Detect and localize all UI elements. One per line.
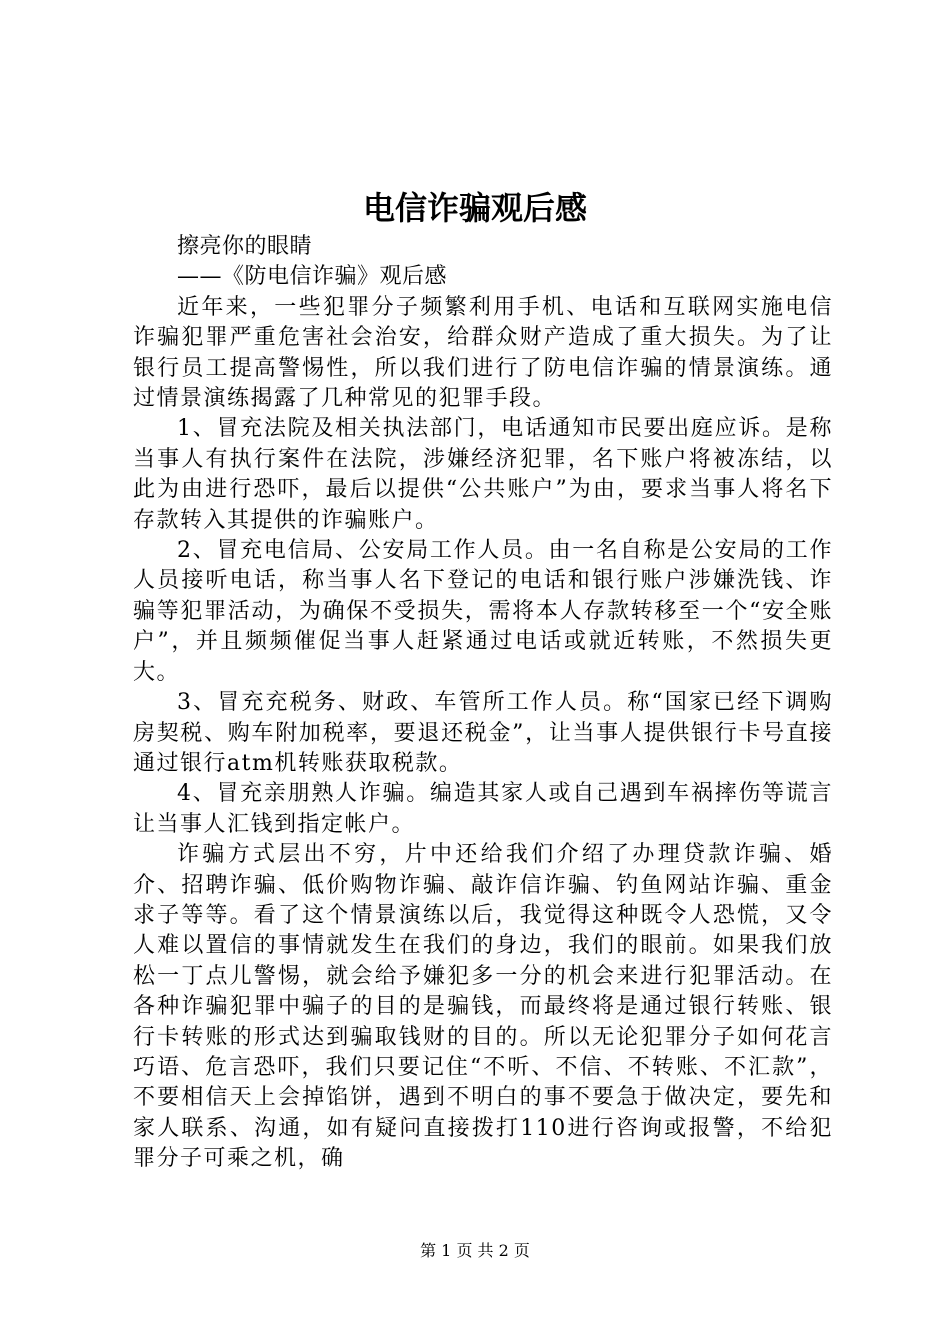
paragraph-item-2: 2、冒充电信局、公安局工作人员。由一名自称是公安局的工作人员接听电话，称当事人名下登记的电话和银行账户涉嫌洗钱、诈骗等犯罪活动，为确保不受损失，需将本人存款转移至一个“安全账户”，并且频频催促当事人赶紧通过电话或就近转账，不然损失更大。 (133, 538, 833, 685)
subtitle-line-1: 擦亮你的眼睛 (177, 234, 313, 259)
subtitle-line-2: ——《防电信诈骗》观后感 (177, 264, 448, 290)
paragraph-conclusion: 诈骗方式层出不穷，片中还给我们介绍了办理贷款诈骗、婚介、招聘诈骗、低价购物诈骗、敲诈信诈骗、钓鱼网站诈骗、重金求子等等。看了这个情景演练以后，我觉得这种既令人恐慌，又令人难以置信的事情就发生在我们的身边，我们的眼前。如果我们放松一丁点儿警惕，就会给予嫌犯多一分的机会来进行犯罪活动。在各种诈骗犯罪中骗子的目的是骗钱，而最终将是通过银行转账、银行卡转账的形式达到骗取钱财的目的。所以无论犯罪分子如何花言巧语、危言恐吓，我们只要记住“不听、不信、不转账、不汇款”，不要相信天上会掉馅饼，遇到不明白的事不要急于做决定，要先和家人联系、沟通，如有疑问直接拨打110进行咨询或报警，不给犯罪分子可乘之机，确 (133, 842, 833, 1172)
paragraph-item-4: 4、冒充亲朋熟人诈骗。编造其家人或自己遇到车祸摔伤等谎言让当事人汇钱到指定帐户。 (133, 781, 833, 837)
paragraph-item-1: 1、冒充法院及相关执法部门，电话通知市民要出庭应诉。是称当事人有执行案件在法院，涉嫌经济犯罪，名下账户将被冻结，以此为由进行恐吓，最后以提供“公共账户”为由，要求当事人将名下存款转入其提供的诈骗账户。 (133, 416, 833, 533)
document-title: 电信诈骗观后感 (362, 189, 587, 227)
paragraph-intro: 近年来，一些犯罪分子频繁利用手机、电话和互联网实施电信诈骗犯罪严重危害社会治安，给群众财产造成了重大损失。为了让银行员工提高警惕性，所以我们进行了防电信诈骗的情景演练。通过情景演练揭露了几种常见的犯罪手段。 (133, 294, 833, 412)
paragraph-item-3: 3、冒充充税务、财政、车管所工作人员。称“国家已经下调购房契税、购车附加税率，要退还税金”，让当事人提供银行卡号直接通过银行atm机转账获取税款。 (133, 690, 833, 776)
page-number-footer: 第 1 页 共 2 页 (420, 1241, 530, 1260)
document-body (133, 232, 833, 1175)
